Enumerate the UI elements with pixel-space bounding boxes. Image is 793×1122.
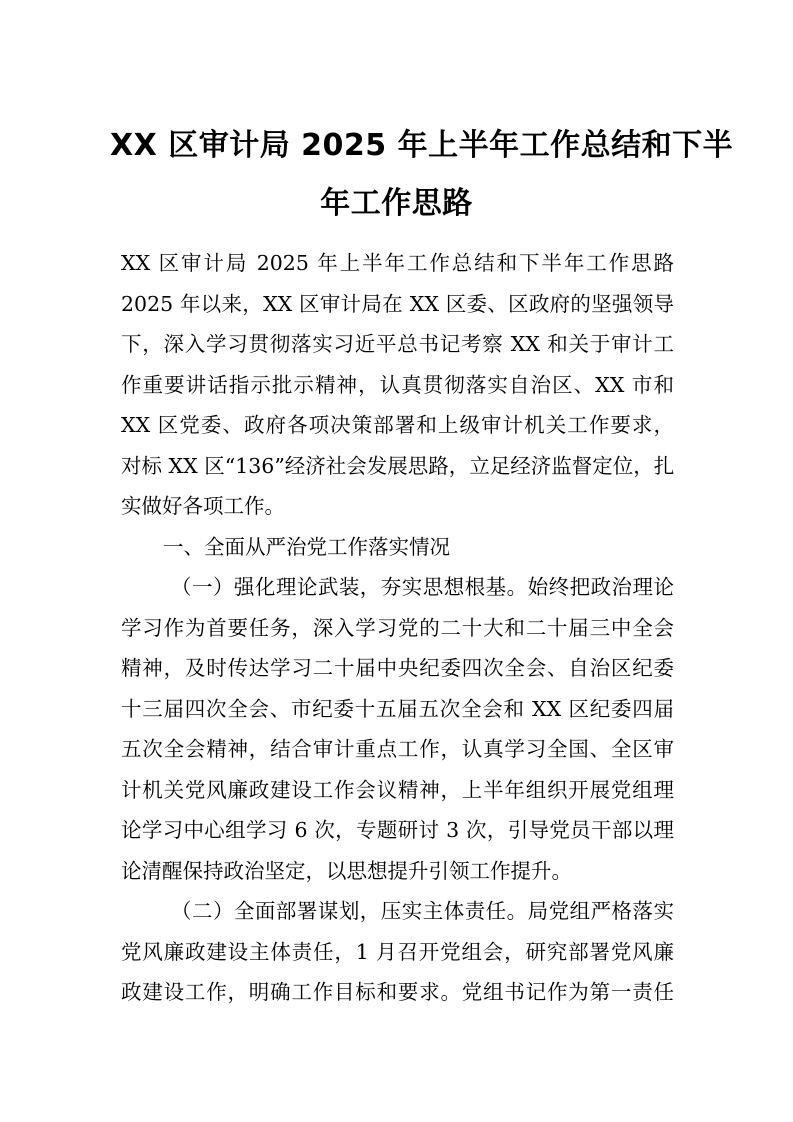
title-line-2: 年工作思路 — [320, 186, 473, 221]
sub1-line-1: （一）强化理论武装，夯实思想根基。始终把政治理论 — [171, 575, 674, 599]
sub1-line-2: 学习作为首要任务，深入学习党的二十大和二十届三中全会 — [121, 615, 674, 640]
intro-line-5: XX 区党委、政府各项决策部署和上级审计机关工作要求， — [121, 413, 674, 437]
subsection-paragraph-1 — [121, 567, 674, 891]
intro-line-6: 对标 XX 区“136”经济社会发展思路，立足经济监督定位，扎 — [121, 453, 675, 478]
sub1-line-4: 十三届四次全会、市纪委十五届五次全会和 XX 区纪委四届 — [121, 696, 674, 721]
sub1-line-7: 论学习中心组学习 6 次，专题研讨 3 次，引导党员干部以理 — [121, 818, 674, 842]
subsection-paragraph-2 — [121, 891, 674, 1013]
sub1-line-5: 五次全会精神，结合审计重点工作，认真学习全国、全区审 — [121, 737, 674, 761]
intro-line-3: 下，深入学习贯彻落实习近平总书记考察 XX 和关于审计工 — [121, 332, 674, 356]
document-body — [121, 243, 674, 1013]
intro-line-2: 2025 年以来，XX 区审计局在 XX 区委、区政府的坚强领导 — [121, 291, 674, 316]
sub2-line-2: 党风廉政建设主体责任，1 月召开党组会，研究部署党风廉 — [121, 939, 674, 964]
sub1-line-3: 精神，及时传达学习二十届中央纪委四次全会、自治区纪委 — [121, 656, 674, 680]
intro-line-1: XX 区审计局 2025 年上半年工作总结和下半年工作思路 — [121, 251, 674, 275]
intro-line-4: 作重要讲话指示批示精神，认真贯彻落实自治区、XX 市和 — [121, 372, 674, 397]
sub2-line-3: 政建设工作，明确工作目标和要求。党组书记作为第一责任 — [121, 980, 674, 1004]
document-title — [110, 117, 734, 233]
sub1-line-8: 论清醒保持政治坚定，以思想提升引领工作提升。 — [121, 858, 572, 883]
section-heading-1-text: 一、全面从严治党工作落实情况 — [163, 534, 450, 559]
title-line-1: XX 区审计局 2025 年上半年工作总结和下半 — [110, 128, 734, 163]
intro-paragraph — [121, 243, 674, 527]
intro-line-7: 实做好各项工作。 — [121, 494, 285, 518]
sub1-line-6: 计机关党风廉政建设工作会议精神，上半年组织开展党组理 — [121, 777, 674, 802]
section-heading-1 — [121, 527, 674, 568]
sub2-line-1: （二）全面部署谋划，压实主体责任。局党组严格落实 — [171, 899, 674, 923]
